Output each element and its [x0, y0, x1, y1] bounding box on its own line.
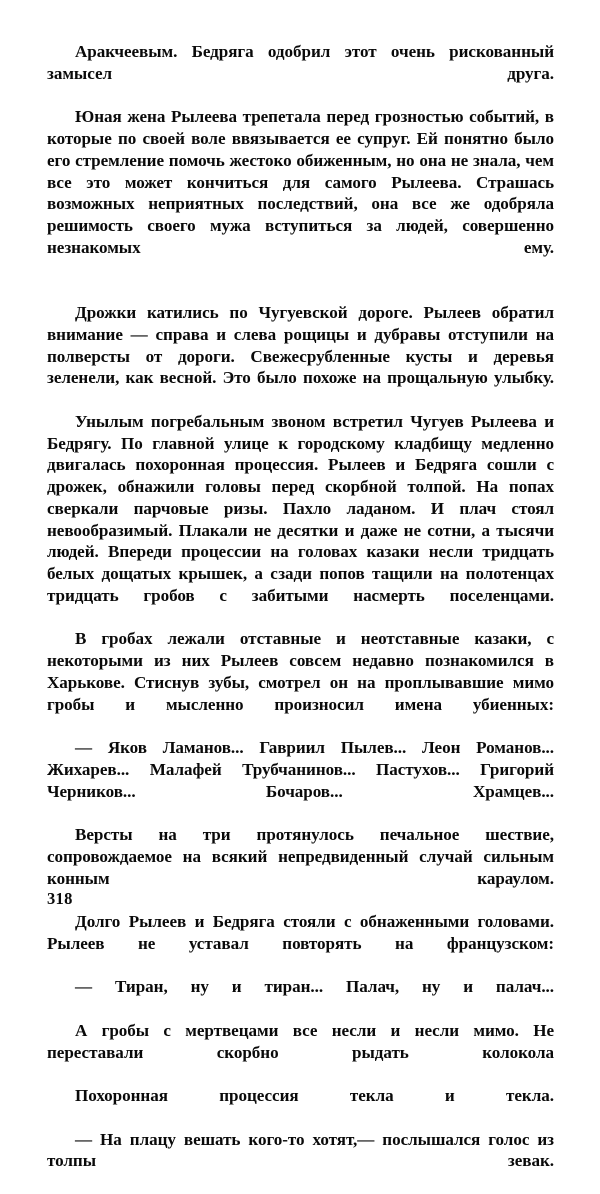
paragraph: Унылым погребальным звоном встретил Чугуев Рылеева и Бедрягу. По главной улице к городскому кладбищу медленно двигалась похоронная процессия. Рылеев и Бедряга сошли с дрожек, обнажили головы перед скорбной толпой. На попах сверкали парчовые ризы. Пахло ладаном. И плач стоял невообразимый. Плакали не десятки и даже не сотни, а тысячи людей. Впереди процессии на головах казаки несли тридцать белых дощатых крышек, а сзади попов тащили на полотенцах тридцать гробов с забитыми насмерть поселенцами.	[47, 411, 554, 605]
paragraph: А гробы с мертвецами все несли и несли мимо. Не переставали скорбно рыдать колокола	[47, 1020, 554, 1062]
paragraph: Дрожки катились по Чугуевской дороге. Рылеев обратил внимание — справа и слева рощицы и дубравы отступили на полверсты от дороги. Свежесрубленные кусты и деревья зеленели, как весной. Это было похоже на прощальную улыбку.	[47, 303, 554, 388]
paragraph: Аракчеевым. Бедряга одобрил этот очень рискованный замысел друга.	[47, 42, 554, 83]
paragraph: Похоронная процессия текла и текла.	[75, 1086, 554, 1105]
dialogue-paragraph: — Яков Ламанов... Гавриил Пылев... Леон Романов... Жихарев... Малафей Трубчанинов... Пастухов... Григорий Черников... Бочаров... Храмцев...	[47, 738, 554, 801]
paragraph: В гробах лежали отставные и неотставные казаки, с некоторыми из них Рылеев совсем недавно познакомился в Харькове. Стиснув зубы, смотрел он на проплывавшие мимо гробы и мысленно произносил имена убиенных:	[47, 629, 554, 714]
page-number: 318	[47, 889, 73, 908]
page-text-block	[47, 41, 554, 1194]
dialogue-paragraph: — На плацу вешать кого-то хотят,— послышался голос из толпы зевак.	[47, 1129, 554, 1171]
scene-break	[47, 280, 554, 302]
dialogue-paragraph: — Тиран, ну и тиран... Палач, ну и палач...	[75, 977, 554, 997]
paragraph: Версты на три протянулось печальное шествие, сопровождаемое на всякий непредвиденный случай сильным конным караулом.	[47, 825, 554, 888]
paragraph: Долго Рылеев и Бедряга стояли с обнаженными головами. Рылеев не уставал повторять на французском:	[47, 912, 554, 953]
paragraph: Юная жена Рылеева трепетала перед грозностью событий, в которые по своей воле ввязывается ее супруг. Ей понятно было его стремление помочь жестоко обиженным, но она не знала, чем все это может кончиться для самого Рылеева. Страшась возможных неприятных последствий, она все же одобряла решимость своего мужа вступиться за людей, совершенно незнакомых ему.	[47, 107, 554, 257]
